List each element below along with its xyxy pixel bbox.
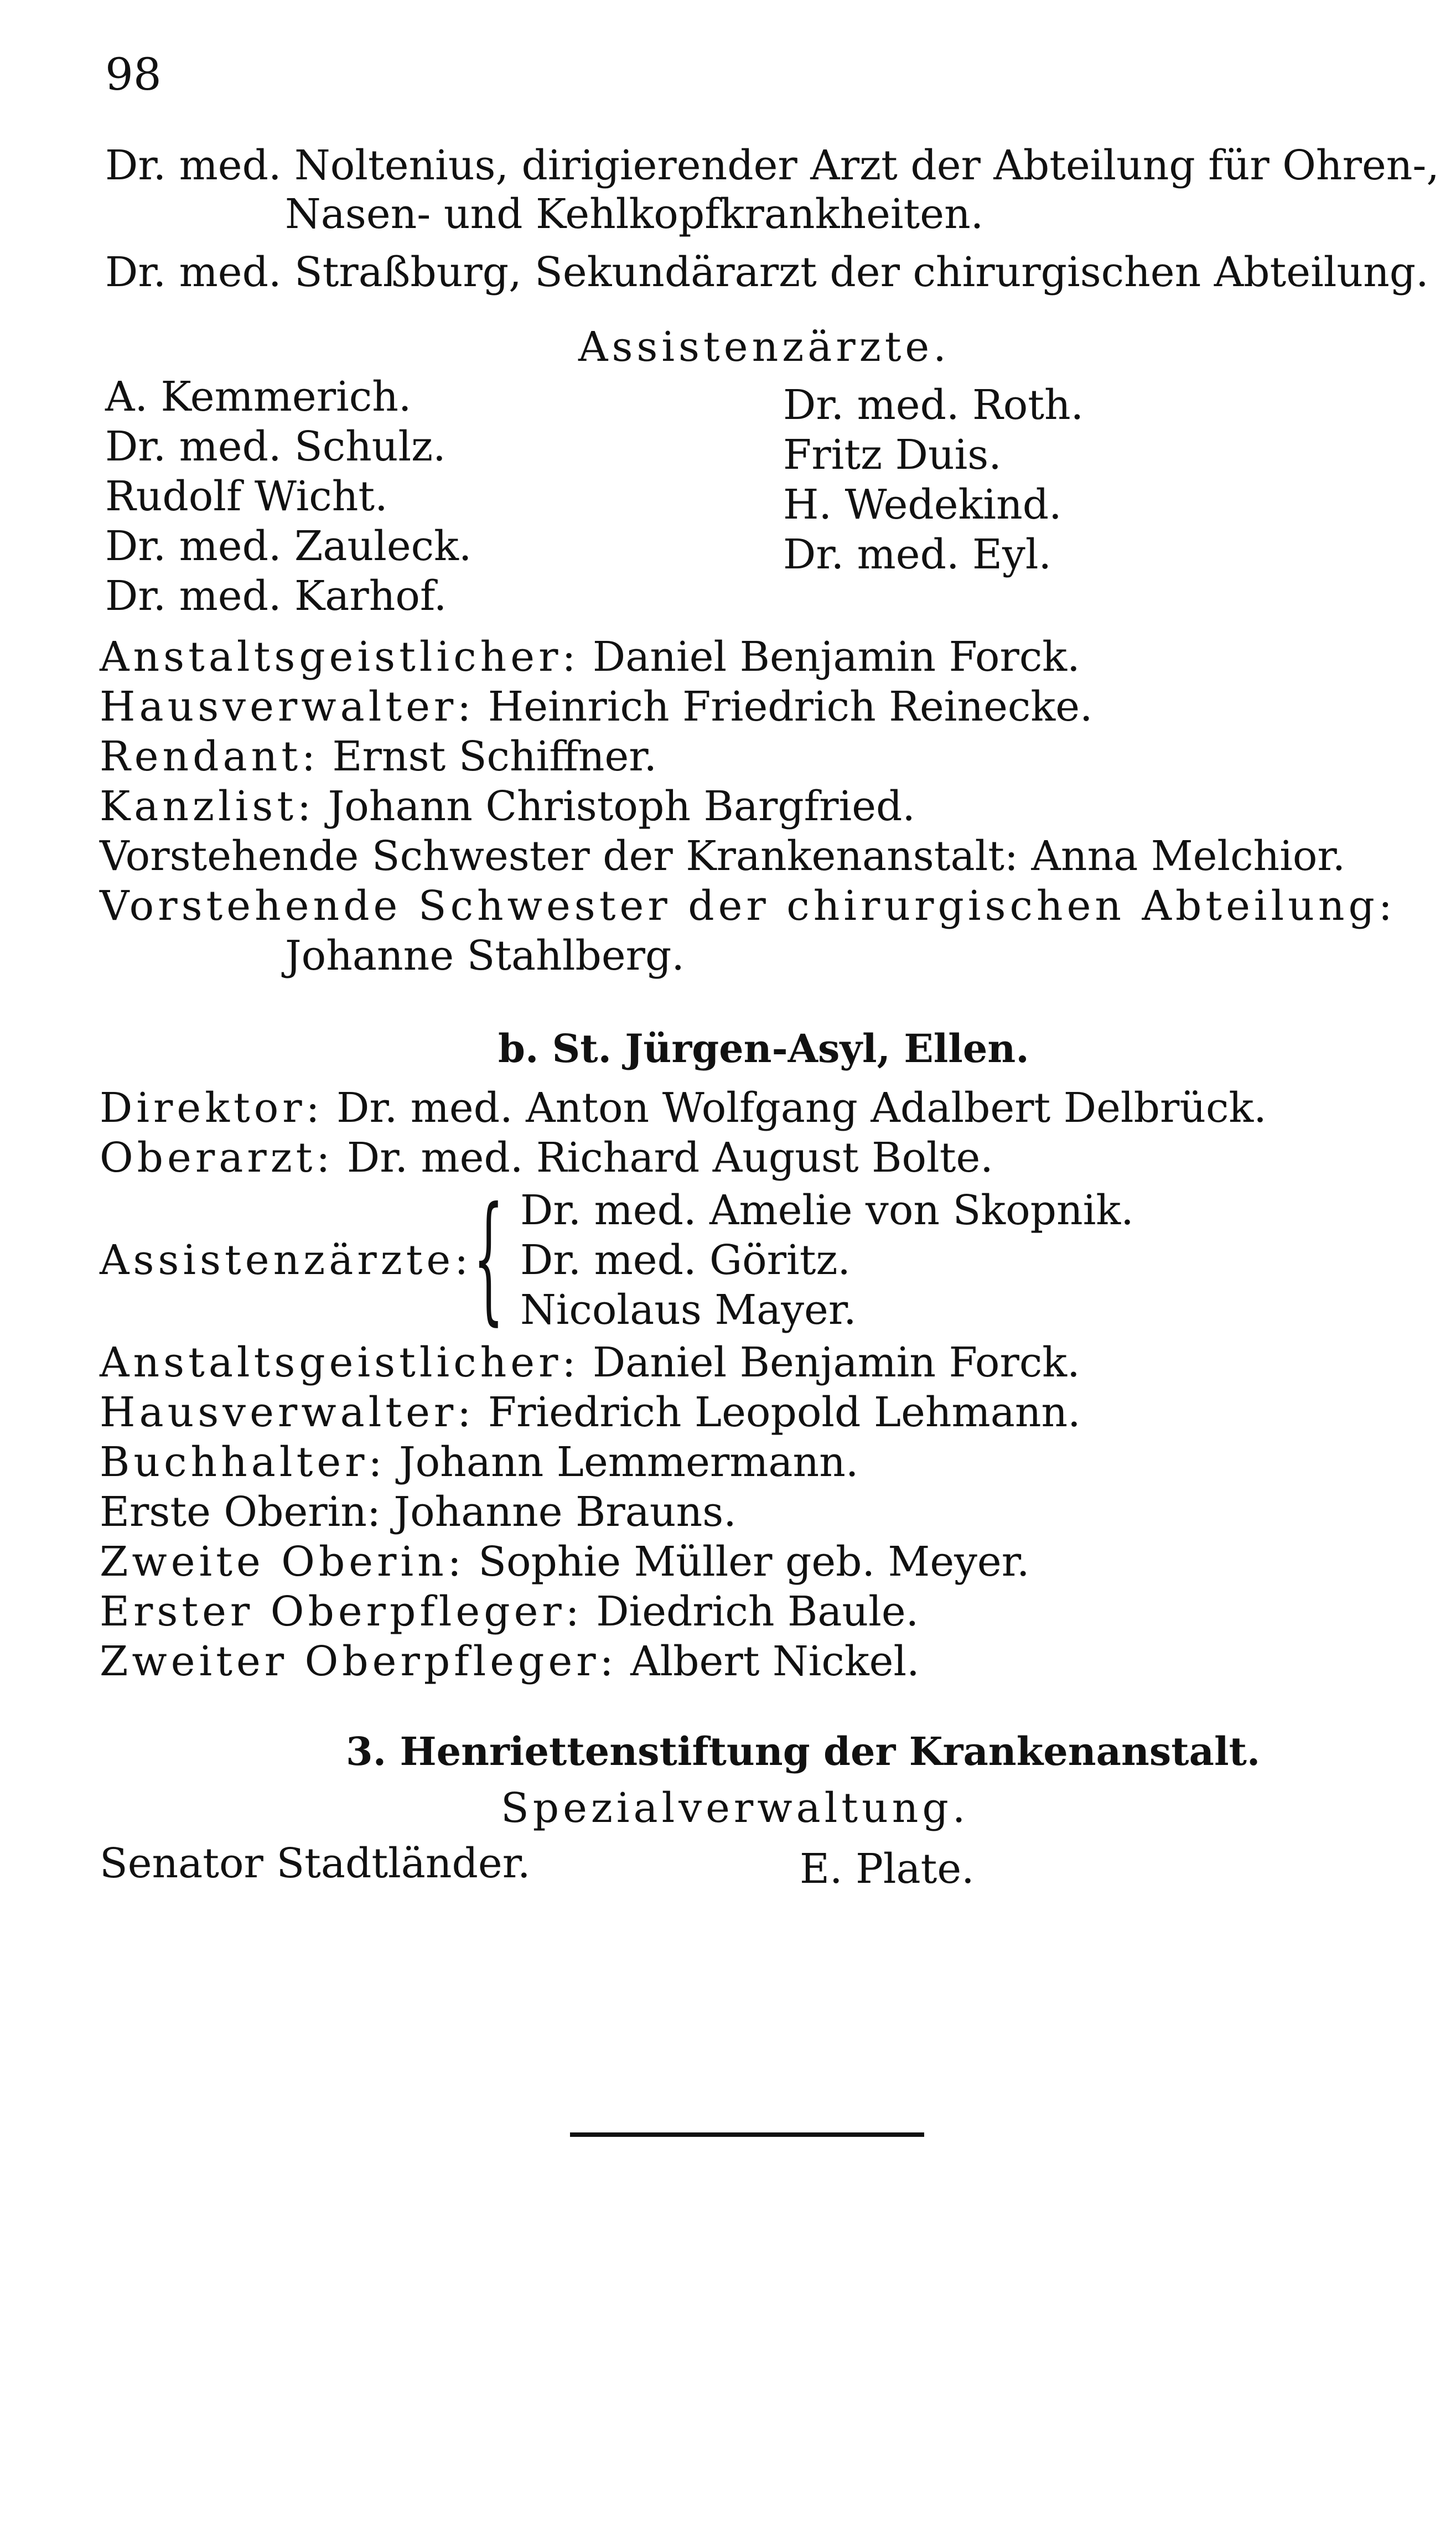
staff-label: Kanzlist: bbox=[100, 783, 315, 830]
staff-label: Anstaltsgeistlicher: bbox=[100, 633, 580, 681]
staff-label: Oberarzt: bbox=[100, 1134, 334, 1182]
staff-line bbox=[100, 1134, 993, 1182]
staff-line bbox=[100, 1588, 919, 1635]
section-heading: 3. Henriettenstiftung der Krankenanstalt. bbox=[346, 1728, 1261, 1774]
staff-line bbox=[100, 633, 1080, 681]
staff-line bbox=[100, 1084, 1267, 1132]
list-item: Fritz Duis. bbox=[783, 431, 1002, 479]
staff-label: Zweite Oberin: bbox=[100, 1538, 465, 1586]
list-item: A. Kemmerich. bbox=[105, 373, 412, 421]
staff-value: Senator Stadtländer. bbox=[100, 1840, 531, 1887]
staff-value: Johann Christoph Bargfried. bbox=[328, 783, 915, 830]
closing-rule bbox=[570, 2132, 924, 2137]
staff-label: Hausverwalter: bbox=[100, 683, 475, 731]
staff-value: Friedrich Leopold Lehmann. bbox=[488, 1389, 1081, 1436]
text-line: Dr. med. Noltenius, dirigierender Arzt der Abteilung für Ohren-, bbox=[105, 142, 1439, 189]
text-line: Dr. med. Straßburg, Sekundärarzt der chirurgischen Abteilung. bbox=[105, 248, 1429, 296]
staff-label: Anstaltsgeistlicher: bbox=[100, 1339, 580, 1386]
staff-label: Erste Oberin: bbox=[100, 1488, 381, 1536]
staff-line bbox=[100, 1438, 859, 1486]
list-item: Dr. med. Schulz. bbox=[105, 423, 446, 470]
staff-value: Daniel Benjamin Forck. bbox=[592, 633, 1080, 681]
staff-label: Hausverwalter: bbox=[100, 1389, 475, 1436]
list-item: Dr. med. Göritz. bbox=[520, 1236, 851, 1284]
staff-line bbox=[100, 683, 1093, 731]
section-subheading: Spezialverwaltung. bbox=[501, 1784, 970, 1832]
staff-line bbox=[100, 1488, 737, 1536]
staff-value: Johanne Brauns. bbox=[393, 1488, 737, 1536]
staff-label: Erster Oberpfleger: bbox=[100, 1588, 583, 1635]
staff-line bbox=[100, 1339, 1080, 1386]
list-item: Dr. med. Zauleck. bbox=[105, 522, 472, 570]
brace-glyph: { bbox=[473, 1177, 504, 1338]
staff-value: Albert Nickel. bbox=[630, 1638, 920, 1685]
staff-line bbox=[100, 1538, 1030, 1586]
section-heading: Assistenzärzte. bbox=[578, 323, 950, 371]
staff-value: Johanne Stahlberg. bbox=[285, 932, 685, 980]
staff-line bbox=[100, 1638, 920, 1685]
staff-label: Buchhalter: bbox=[100, 1438, 386, 1486]
staff-label: Rendant: bbox=[100, 733, 319, 780]
staff-label: Direktor: bbox=[100, 1084, 324, 1132]
staff-value: Daniel Benjamin Forck. bbox=[592, 1339, 1080, 1386]
staff-value: Johann Lemmermann. bbox=[398, 1438, 859, 1486]
staff-value: Diedrich Baule. bbox=[596, 1588, 919, 1635]
list-item: Dr. med. Amelie von Skopnik. bbox=[520, 1187, 1134, 1234]
list-item: Nicolaus Mayer. bbox=[520, 1286, 857, 1334]
staff-value: Sophie Müller geb. Meyer. bbox=[478, 1538, 1030, 1586]
staff-value: E. Plate. bbox=[800, 1845, 975, 1893]
list-item: Dr. med. Eyl. bbox=[783, 531, 1052, 578]
staff-line bbox=[100, 733, 657, 780]
section-heading: b. St. Jürgen-Asyl, Ellen. bbox=[498, 1026, 1029, 1071]
staff-label: Assistenzärzte: bbox=[100, 1236, 473, 1284]
list-item: Rudolf Wicht. bbox=[105, 473, 388, 520]
staff-value: Dr. med. Richard August Bolte. bbox=[346, 1134, 993, 1182]
staff-value: Ernst Schiffner. bbox=[332, 733, 657, 780]
list-item: H. Wedekind. bbox=[783, 481, 1062, 529]
staff-value: Dr. med. Anton Wolfgang Adalbert Delbrück. bbox=[336, 1084, 1267, 1132]
staff-line bbox=[100, 1389, 1081, 1436]
list-item: Dr. med. Karhof. bbox=[105, 572, 447, 620]
staff-value: Heinrich Friedrich Reinecke. bbox=[488, 683, 1093, 731]
text-line: Nasen- und Kehlkopfkrankheiten. bbox=[285, 190, 984, 238]
staff-line: Vorstehende Schwester der Krankenanstalt: Anna Melchior. bbox=[100, 832, 1346, 880]
staff-label: Zweiter Oberpfleger: bbox=[100, 1638, 618, 1685]
page-number: 98 bbox=[105, 49, 162, 100]
staff-line bbox=[100, 783, 915, 830]
staff-line: Vorstehende Schwester der chirurgischen Abteilung: bbox=[100, 882, 1396, 930]
list-item: Dr. med. Roth. bbox=[783, 381, 1084, 429]
